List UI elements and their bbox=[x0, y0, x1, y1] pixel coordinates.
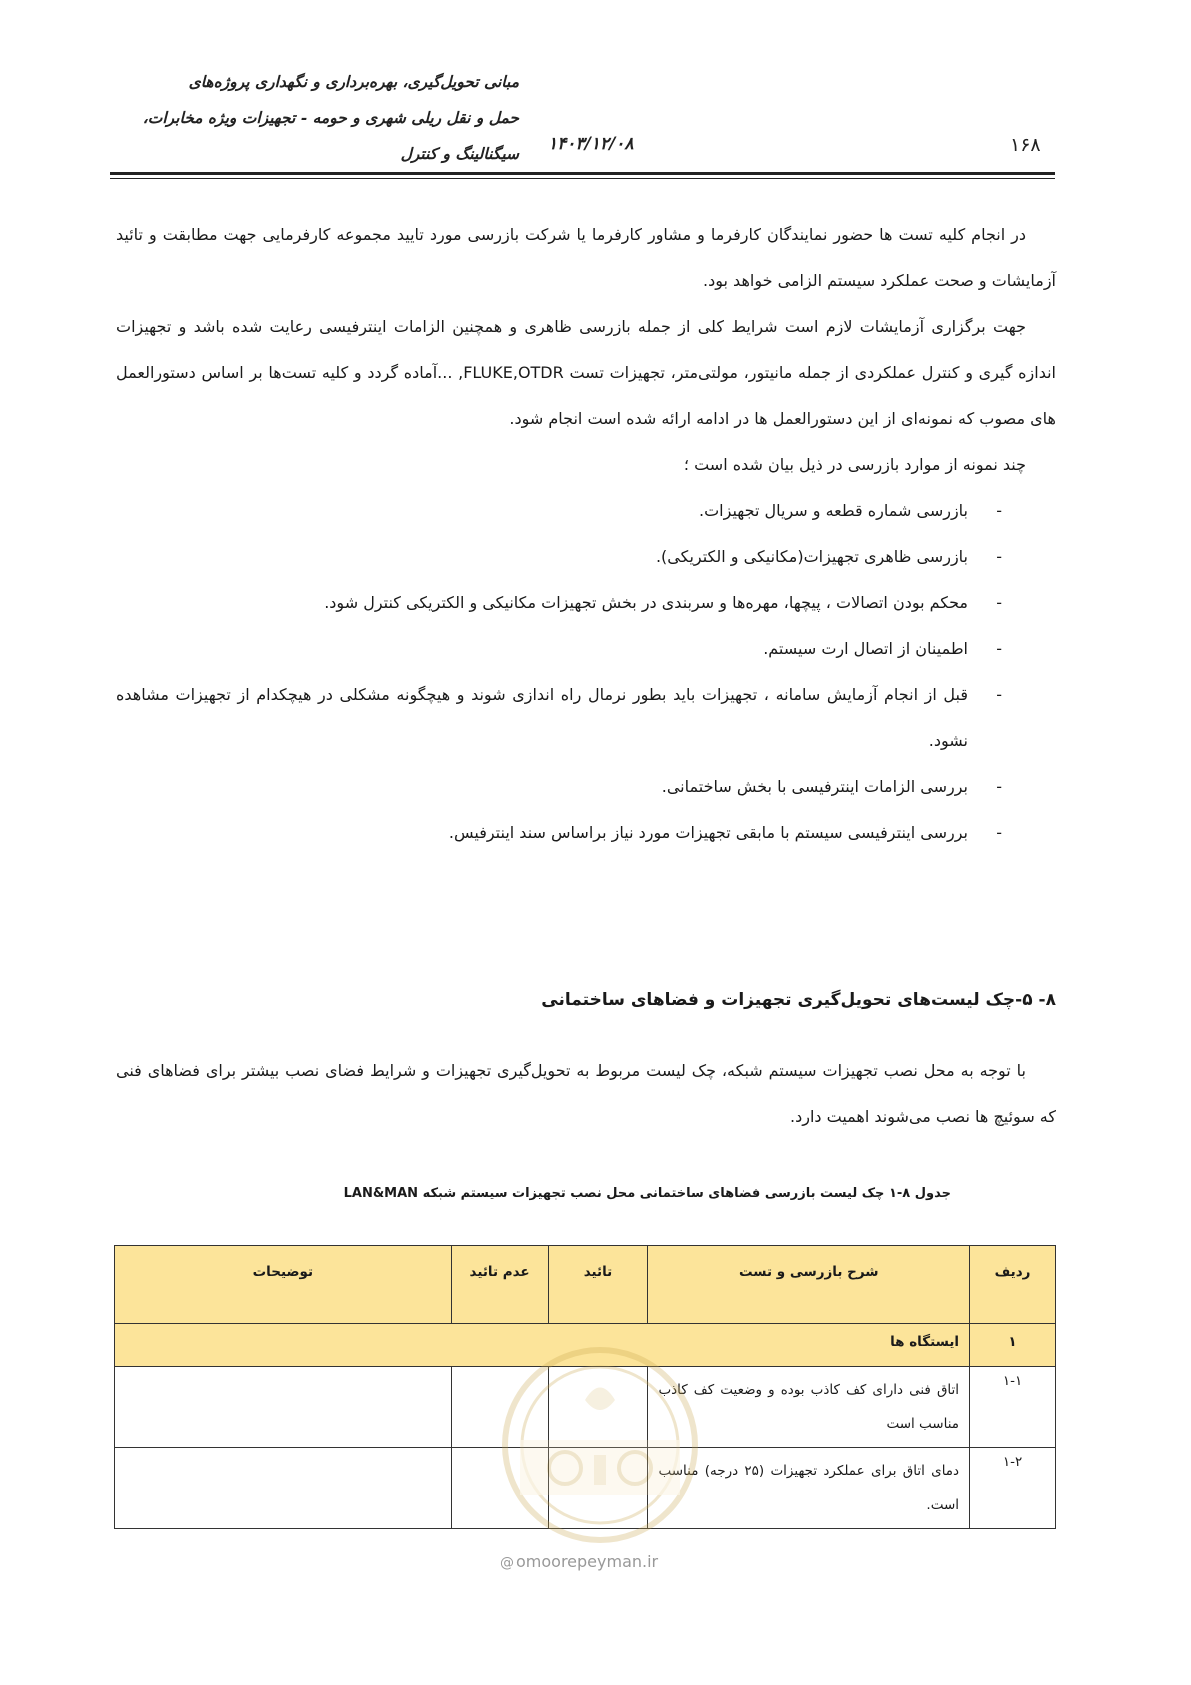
list-item: - اطمینان از اتصال ارت سیستم. bbox=[116, 626, 1002, 672]
col-header-row-number: ردیف bbox=[970, 1246, 1056, 1324]
table-row bbox=[115, 1367, 1056, 1448]
paragraph-test-conditions: جهت برگزاری آزمایشات لازم است شرایط کلی از جمله بازرسی ظاهری و همچنین الزامات اینترفیسی رعایت شده باشد و تجهیزات اندازه گیری و کنترل عملکردی از جمله مانیتور، مولتی‌متر، تجهیزات تست FLUKE,OTDR, ...آماده گردد و کلیه تست‌ها بر اساس دستورالعمل های مصوب که نمونه‌ای از این دستورالعمل ها در ادامه ارائه شده است انجام شود. bbox=[116, 317, 1056, 428]
header-date: ۱۴۰۳/۱۲/۰۸ bbox=[548, 134, 634, 154]
col-header-description: شرح بازرسی و تست bbox=[648, 1246, 970, 1324]
row-approve-cell[interactable] bbox=[548, 1448, 648, 1529]
row-reject-cell[interactable] bbox=[451, 1448, 548, 1529]
paragraph-testing-presence: در انجام کلیه تست ها حضور نمایندگان کارفرما و مشاور کارفرما یا شرکت بازرسی مورد تایید مجموعه کارفرمایی جهت مطابقت و تائید آزمایشات و صحت عملکرد سیستم الزامی خواهد بود. bbox=[116, 225, 1056, 290]
inspection-list-intro: چند نمونه از موارد بازرسی در ذیل بیان شده است ؛ bbox=[683, 455, 1026, 474]
row-description: اتاق فنی دارای کف کاذب بوده و وضعیت کف کاذب مناسب است bbox=[648, 1367, 970, 1448]
row-description: دمای اتاق برای عملکرد تجهیزات (۲۵ درجه) مناسب است. bbox=[648, 1448, 970, 1529]
row-notes-cell[interactable] bbox=[115, 1448, 452, 1529]
header-title-line-1: مبانی تحویل‌گیری، بهره‌برداری و نگهداری پروژه‌های bbox=[188, 72, 519, 91]
body-content bbox=[116, 212, 1056, 856]
group-number: ۱ bbox=[970, 1324, 1056, 1367]
header-title-line-2: حمل و نقل ریلی شهری و حومه - تجهیزات ویژه مخابرات، bbox=[142, 108, 519, 127]
header-divider-thin bbox=[110, 178, 1055, 179]
list-item: - بررسی الزامات اینترفیسی با بخش ساختمانی. bbox=[116, 764, 1002, 810]
checklist-table bbox=[114, 1245, 1056, 1529]
col-header-reject: عدم تائید bbox=[451, 1246, 548, 1324]
table-group-row bbox=[115, 1324, 1056, 1367]
header-divider bbox=[110, 172, 1055, 175]
table-caption: جدول ۸-۱ چک لیست بازرسی فضاهای ساختمانی محل نصب تجهیزات سیستم شبکه LAN&MAN bbox=[343, 1186, 951, 1201]
table-row bbox=[115, 1448, 1056, 1529]
section-heading: ۸- ۵-چک لیست‌های تحویل‌گیری تجهیزات و فضاهای ساختمانی bbox=[541, 990, 1056, 1010]
col-header-approve: تائید bbox=[548, 1246, 648, 1324]
inspection-list bbox=[116, 488, 1056, 856]
list-item: - بررسی اینترفیسی سیستم با مابقی تجهیزات مورد نیاز براساس سند اینترفیس. bbox=[116, 810, 1002, 856]
group-title: ایستگاه ها bbox=[115, 1324, 970, 1367]
table-header-row bbox=[115, 1246, 1056, 1324]
row-notes-cell[interactable] bbox=[115, 1367, 452, 1448]
row-reject-cell[interactable] bbox=[451, 1367, 548, 1448]
row-approve-cell[interactable] bbox=[548, 1367, 648, 1448]
running-header-title bbox=[89, 64, 519, 172]
header-title-line-3: سیگنالینگ و کنترل bbox=[400, 144, 519, 163]
at-sign-icon: @ bbox=[500, 1555, 514, 1571]
list-item: - بازرسی شماره قطعه و سریال تجهیزات. bbox=[116, 488, 1002, 534]
watermark-url bbox=[500, 1552, 658, 1571]
col-header-notes: توضیحات bbox=[115, 1246, 452, 1324]
row-number: ۱-۲ bbox=[970, 1448, 1056, 1529]
list-item: - محکم بودن اتصالات ، پیچها، مهره‌ها و سربندی در بخش تجهیزات مکانیکی و الکتریکی کنترل شود. bbox=[116, 580, 1002, 626]
watermark-url-text: omoorepeyman.ir bbox=[516, 1552, 659, 1571]
section-paragraph: با توجه به محل نصب تجهیزات سیستم شبکه، چک لیست مربوط به تحویل‌گیری تجهیزات و شرایط فضای نصب بیشتر برای فضاهای فنی که سوئیچ ها نصب می‌شوند اهمیت دارد. bbox=[116, 1061, 1056, 1126]
section-paragraph-wrapper bbox=[116, 1048, 1056, 1140]
list-item: - قبل از انجام آزمایش سامانه ، تجهیزات باید بطور نرمال راه اندازی شوند و هیچگونه مشکلی در هیچکدام از تجهیزات مشاهده نشود. bbox=[116, 672, 1002, 764]
page-number: ۱۶۸ bbox=[1010, 134, 1041, 156]
row-number: ۱-۱ bbox=[970, 1367, 1056, 1448]
list-item: - بازرسی ظاهری تجهیزات(مکانیکی و الکتریکی). bbox=[116, 534, 1002, 580]
